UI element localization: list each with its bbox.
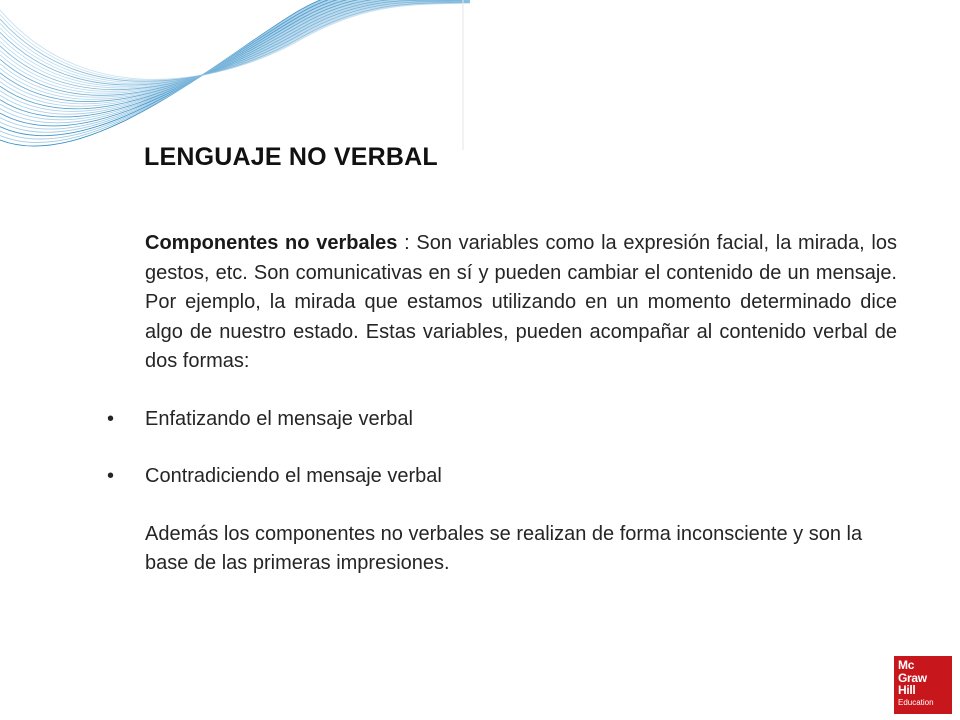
wave-line: [0, 1, 470, 88]
wave-line: [0, 2, 470, 81]
bullet-text: Enfatizando el mensaje verbal: [145, 407, 413, 430]
wave-line: [0, 0, 470, 95]
wave-line: [0, 0, 470, 97]
intro-paragraph: [145, 229, 897, 377]
bullet-dot: •: [107, 465, 115, 487]
bullet-text: Contradiciendo el mensaje verbal: [145, 465, 442, 487]
wave-line: [0, 0, 470, 91]
wave-line: [0, 1, 470, 85]
wave-line: [0, 0, 470, 104]
bullet-dot: •: [107, 407, 115, 430]
bullet-list: [107, 405, 897, 492]
mcgraw-hill-logo: [894, 656, 952, 714]
wave-line: [0, 0, 470, 146]
slide-body: [107, 229, 897, 579]
wave-line: [0, 0, 470, 102]
decorative-wave-graphic: [0, 0, 470, 160]
wave-line: [0, 0, 470, 136]
logo-line: Mc: [898, 658, 915, 672]
logo-line: Graw: [898, 670, 927, 685]
bullet-item: [107, 405, 897, 435]
wave-line: [0, 0, 470, 139]
slide-title: LENGUAJE NO VERBAL: [144, 143, 438, 171]
closing-paragraph: Además los componentes no verbales se realizan de forma inconsciente y son la base de las primeras impresiones.: [145, 522, 863, 574]
intro-text: : Son variables como la expresión facial, la mirada, los gestos, etc. Son comunicativas en sí y pueden cambiar el contenido de un mensaje. Por ejemplo, la mirada que estamos utilizando en un momento determinado dice algo de nuestro estado. Estas variables, pueden acompañar al contenido verbal de dos formas:: [145, 232, 897, 372]
intro-term: Componentes no verbales: [145, 232, 398, 254]
logo-line: Hill: [898, 683, 916, 697]
logo-line: Education: [898, 697, 934, 707]
bullet-item: [107, 462, 897, 492]
wave-line: [0, 2, 470, 82]
